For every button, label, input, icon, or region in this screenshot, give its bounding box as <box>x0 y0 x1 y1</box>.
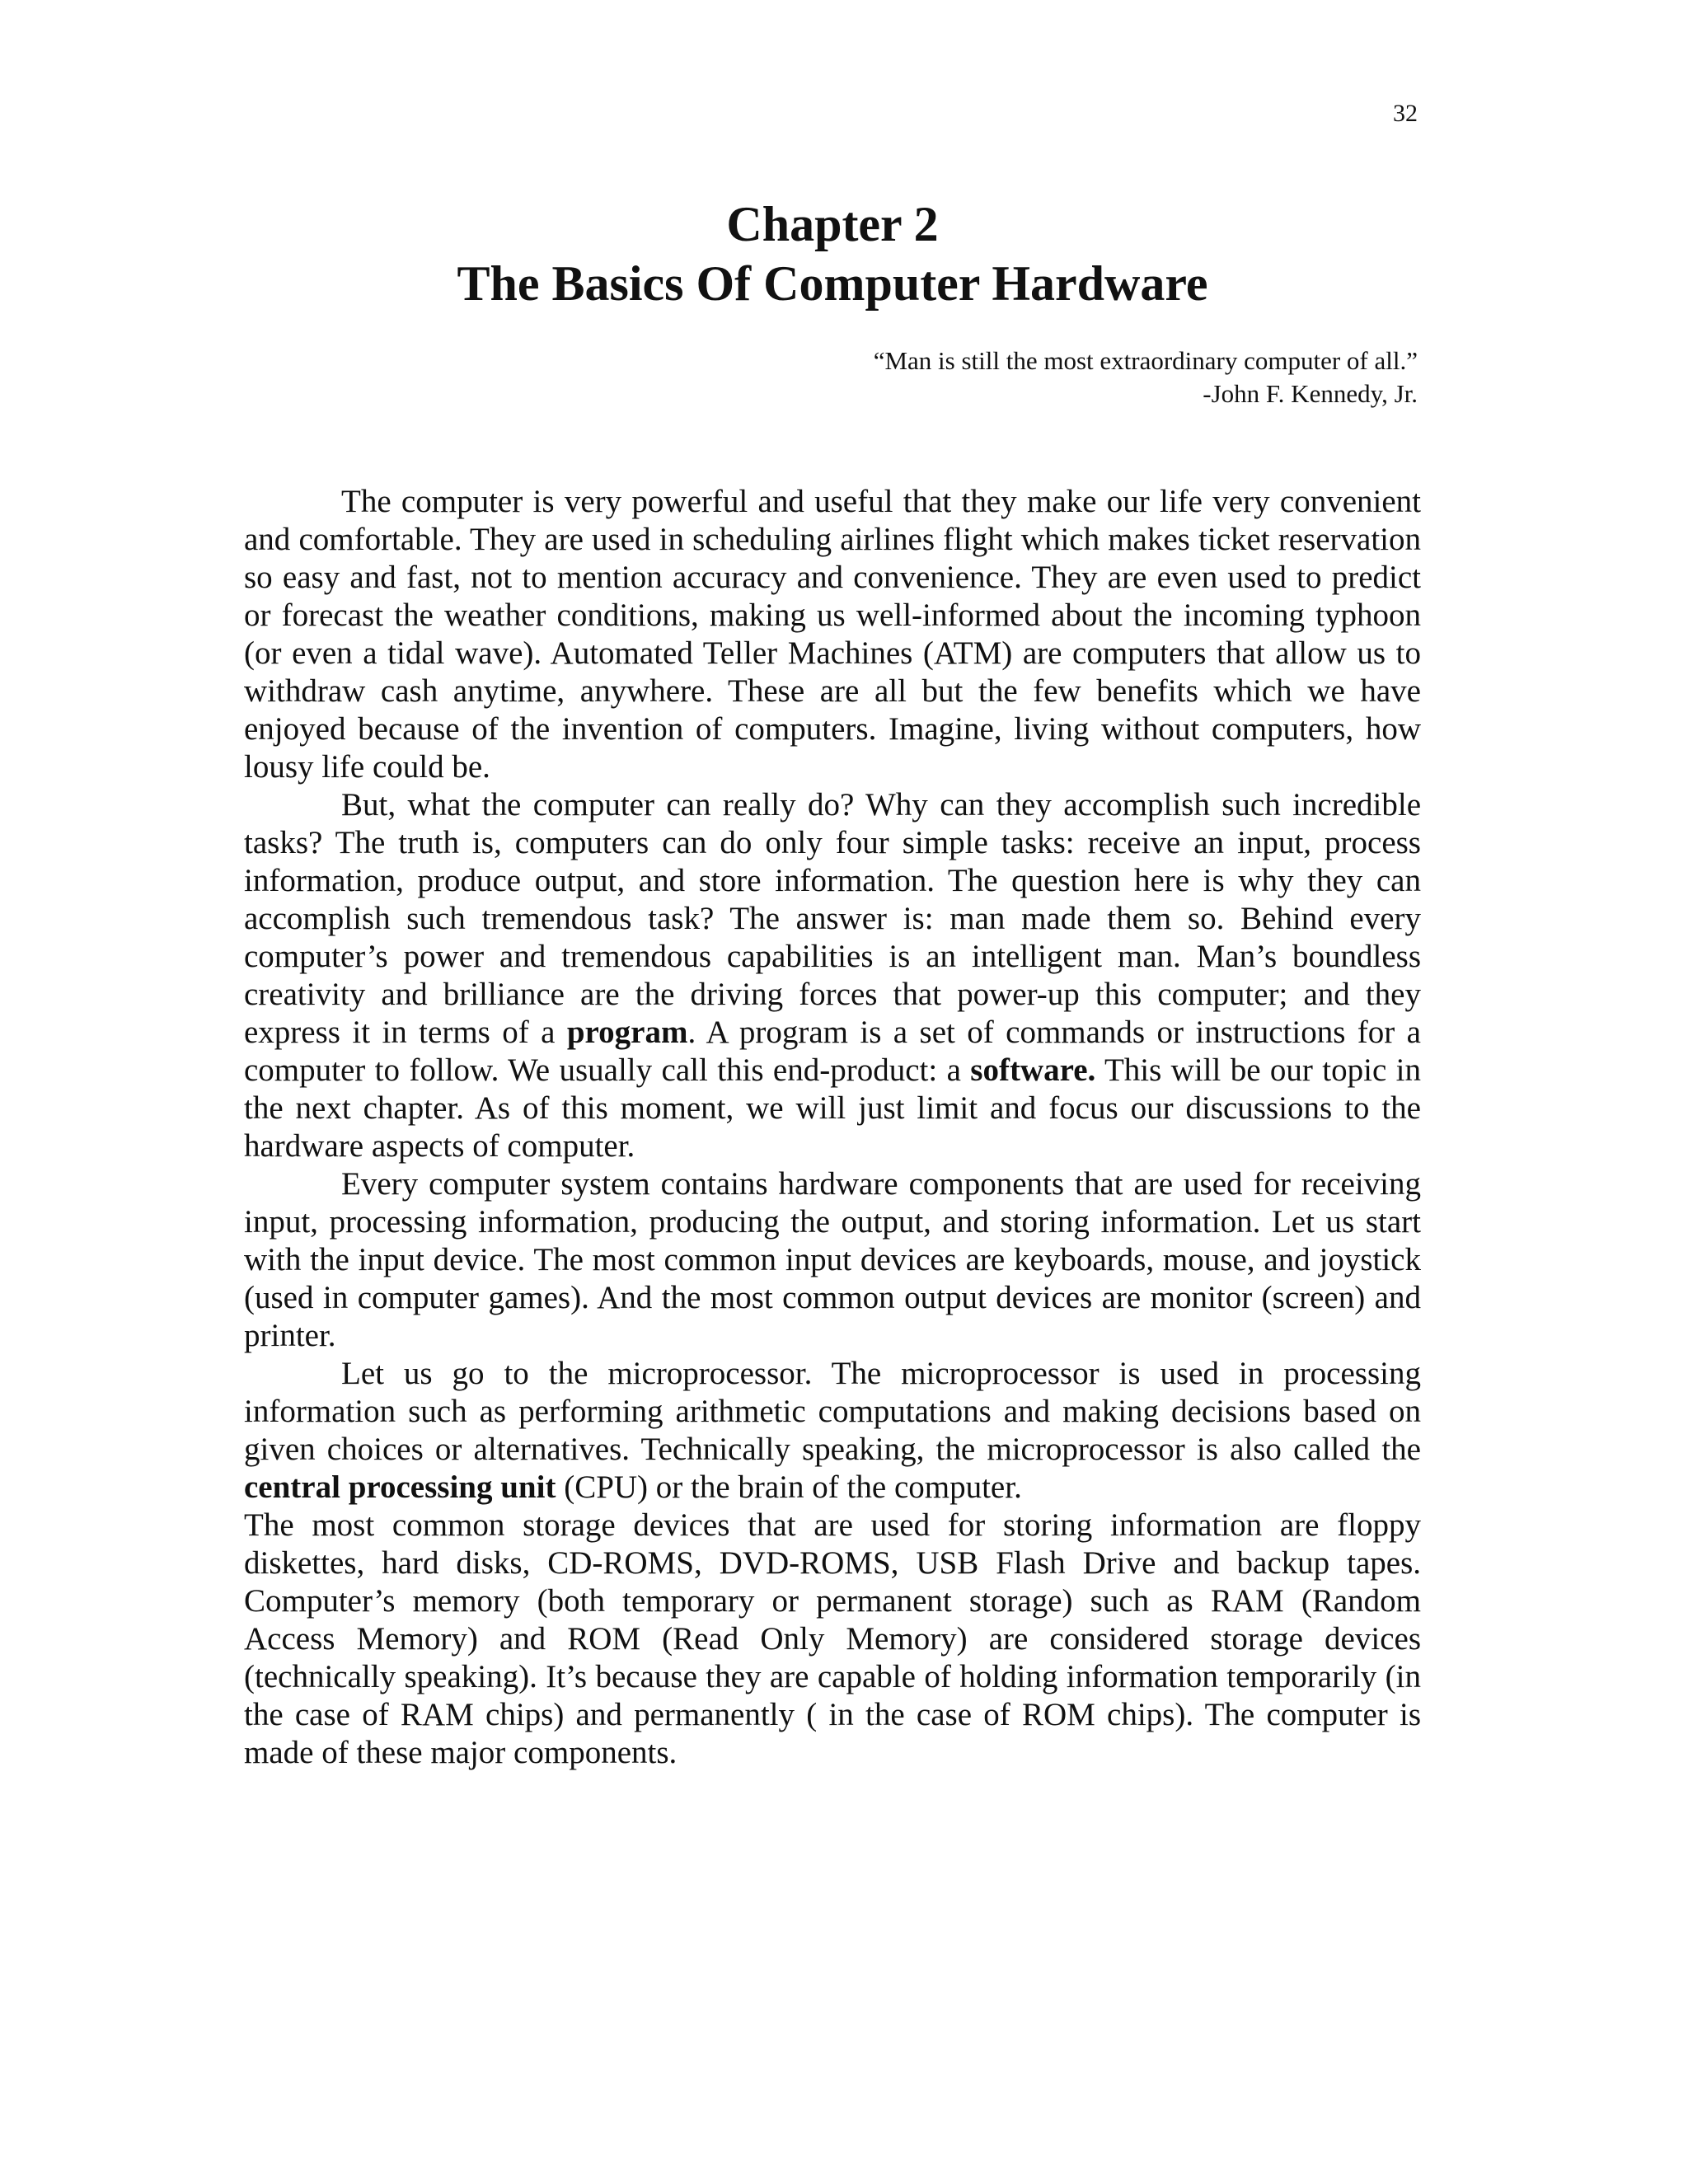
paragraph-text-segment: This will be our topic in the next chapter. As of this moment, we will just limit and focus our discussions to the hardware aspects of computer. <box>244 1052 1421 1164</box>
epigraph <box>742 344 1418 410</box>
paragraph-hardware-components: Every computer system contains hardware components that are used for receiving input, processing information, producing the output, and storing information. Let us start with the input device. The most common input devices are keyboards, mouse, and joystick (used in computer games). And the most common output devices are monitor (screen) and printer. <box>244 1166 1421 1353</box>
paragraph-text-segment: But, what the computer can really do? Why can they accomplish such incredible tasks? The truth is, computers can do only four simple tasks: receive an input, process information, produce output, and store information. The question here is why they can accomplish such tremendous task? The answer is: man made them so. Behind every computer’s power and tremendous capabilities is an intelligent man. Man’s boundless creativity and brilliance are the driving forces that power-up this computer; and they express it in terms of a <box>244 787 1421 1050</box>
epigraph-quote: “Man is still the most extraordinary computer of all.” <box>873 346 1418 375</box>
paragraph-microprocessor <box>244 1355 1421 1507</box>
paragraph-text-segment: Let us go to the microprocessor. The microprocessor is used in processing information such as performing arithmetic computations and making decisions based on given choices or alternatives. Technically speaking, the microprocessor is also called the <box>244 1356 1421 1467</box>
paragraph-intro: The computer is very powerful and useful that they make our life very convenient and comfortable. They are used in scheduling airlines flight which makes ticket reservation so easy and fast, not to mention accuracy and convenience. They are even used to predict or forecast the weather conditions, making us well-informed about the incoming typhoon (or even a tidal wave). Automated Teller Machines (ATM) are computers that allow us to withdraw cash anytime, anywhere. These are all but the few benefits which we have enjoyed because of the invention of computers. Imagine, living without computers, how lousy life could be. <box>244 484 1421 785</box>
term-cpu: central processing unit <box>244 1469 556 1505</box>
body-text <box>244 483 1421 1772</box>
paragraph-program <box>244 786 1421 1165</box>
paragraph-text-segment: (CPU) or the brain of the computer. <box>556 1469 1022 1505</box>
chapter-number: Chapter 2 <box>726 197 939 251</box>
chapter-heading: The Basics Of Computer Hardware <box>457 256 1208 311</box>
term-program: program <box>566 1015 688 1050</box>
paragraph-storage: The most common storage devices that are used for storing information are floppy diskettes, hard disks, CD-ROMS, DVD-ROMS, USB Flash Drive and backup tapes. Computer’s memory (both temporary or permanent storage) such as RAM (Random Access Memory) and ROM (Read Only Memory) are considered storage devices (technically speaking). It’s because they are capable of holding information temporarily (in the case of RAM chips) and permanently ( in the case of ROM chips). The computer is made of these major components. <box>244 1507 1421 1770</box>
chapter-title <box>244 194 1421 313</box>
epigraph-author: -John F. Kennedy, Jr. <box>1203 379 1418 408</box>
page-number: 32 <box>1393 100 1418 127</box>
paragraph-text-segment: . A program is a set of commands or instructions for a computer to follow. We usually call this end-product: a <box>244 1015 1421 1088</box>
term-software: software. <box>970 1052 1096 1088</box>
